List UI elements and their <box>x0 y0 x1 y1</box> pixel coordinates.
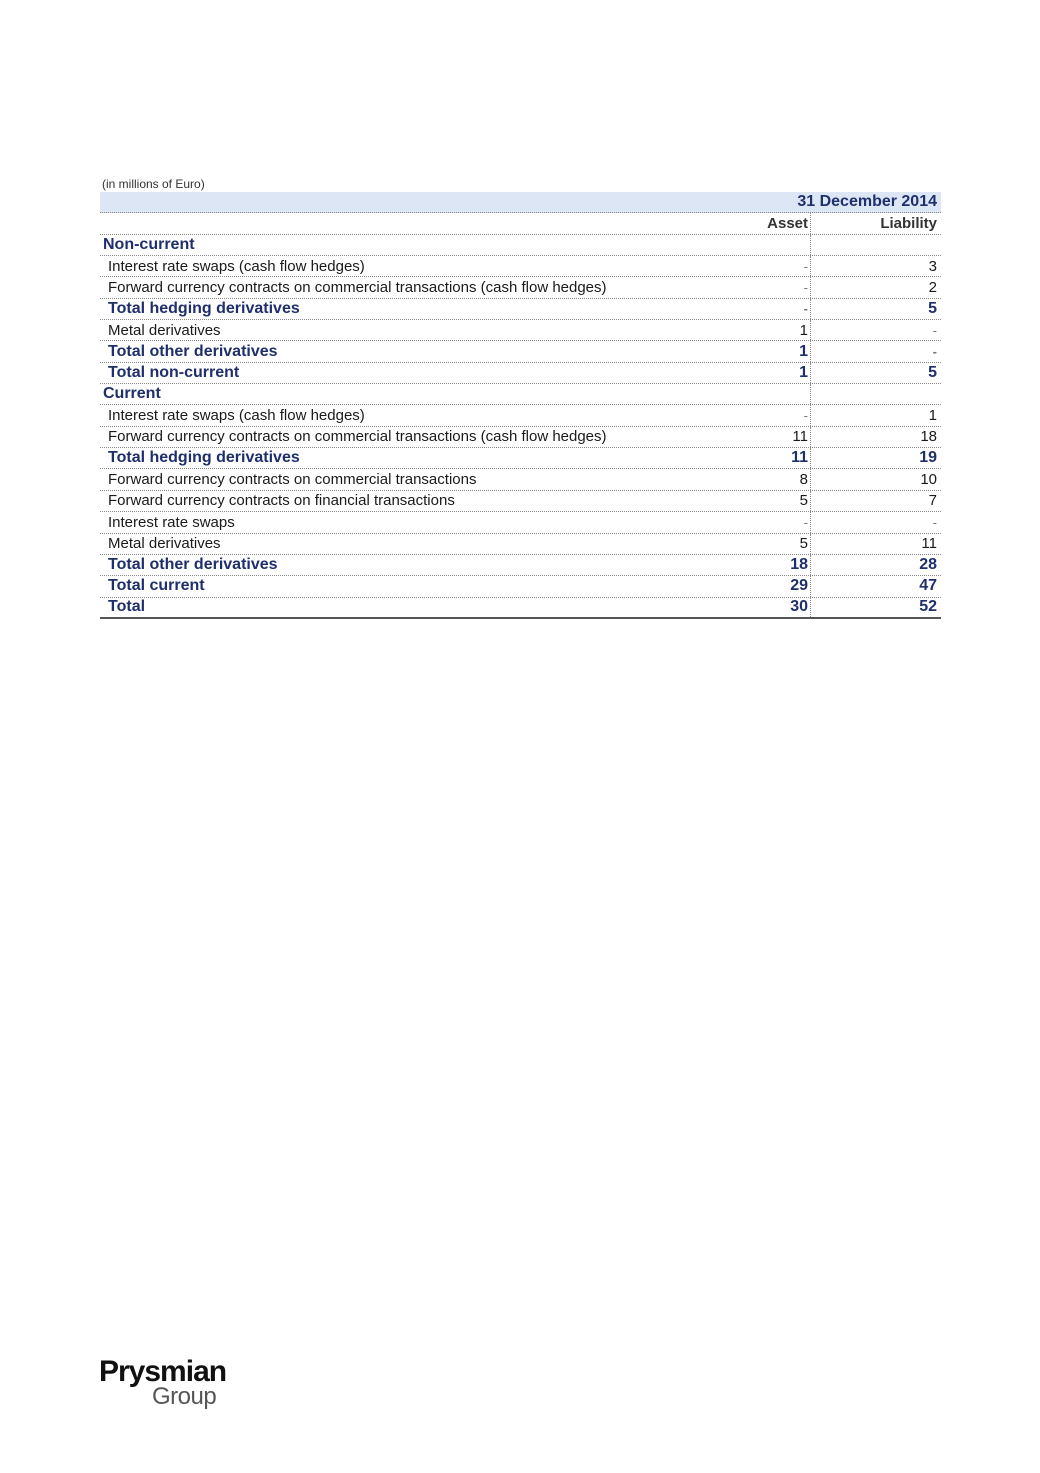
row-label: Current <box>103 385 161 403</box>
row-asset-value <box>706 235 810 255</box>
liability-value-text: - <box>932 344 937 360</box>
table-row <box>100 235 941 256</box>
asset-value-text: - <box>803 280 808 296</box>
row-asset-value <box>706 384 810 404</box>
row-asset-value <box>706 277 810 297</box>
table-row <box>100 534 941 555</box>
row-label: Interest rate swaps (cash flow hedges) <box>108 257 365 275</box>
table-row <box>100 363 941 384</box>
row-label: Interest rate swaps (cash flow hedges) <box>108 407 365 425</box>
asset-value-text: 18 <box>790 556 808 574</box>
table-row <box>100 277 941 298</box>
liability-value-text: - <box>932 322 937 338</box>
asset-value-text: 1 <box>799 363 808 381</box>
row-label: Total non-current <box>108 363 240 381</box>
liability-value-text: - <box>932 514 937 530</box>
liability-value-text: 5 <box>928 363 937 381</box>
row-asset-value <box>706 512 810 532</box>
liability-value-text: 7 <box>928 492 937 510</box>
table-row <box>100 384 941 405</box>
row-label: Forward currency contracts on commercial transactions (cash flow hedges) <box>108 279 607 297</box>
row-asset-value <box>706 427 810 447</box>
row-liability-value <box>810 299 941 319</box>
row-label: Total other derivatives <box>108 556 278 574</box>
asset-value-text: 30 <box>790 598 808 616</box>
liability-value-text: 47 <box>919 577 937 595</box>
row-liability-value <box>810 576 941 596</box>
asset-value-text: - <box>803 408 808 424</box>
asset-value-text: 5 <box>799 492 808 510</box>
liability-value-text: 28 <box>919 556 937 574</box>
row-label: Total hedging derivatives <box>108 449 300 467</box>
asset-value-text: 8 <box>799 471 808 489</box>
asset-value-text: 5 <box>799 535 808 553</box>
table-row <box>100 555 941 576</box>
logo-group: Group <box>152 1383 217 1410</box>
row-liability-value <box>810 405 941 425</box>
liability-value-text: 19 <box>919 449 937 467</box>
asset-value-text: 1 <box>799 321 808 339</box>
units-note: (in millions of Euro) <box>102 177 205 191</box>
liability-value-text: 5 <box>928 299 937 317</box>
liability-value-text: 52 <box>919 598 937 616</box>
column-header-asset: Asset <box>767 215 808 233</box>
derivatives-table <box>100 192 941 619</box>
row-label: Total hedging derivatives <box>108 299 300 317</box>
row-liability-value <box>810 363 941 383</box>
row-liability-value <box>810 448 941 468</box>
logo-brand: Prysmian <box>99 1355 227 1388</box>
row-label: Interest rate swaps <box>108 513 235 531</box>
table-body <box>100 235 941 619</box>
period-heading: 31 December 2014 <box>797 193 937 211</box>
row-asset-value <box>706 405 810 425</box>
row-label: Forward currency contracts on commercial transactions <box>108 471 477 489</box>
row-label: Forward currency contracts on financial transactions <box>108 492 455 510</box>
row-asset-value <box>706 363 810 383</box>
row-liability-value <box>810 277 941 297</box>
table-row <box>100 256 941 277</box>
table-row <box>100 427 941 448</box>
row-asset-value <box>706 299 810 319</box>
table-row <box>100 299 941 320</box>
row-liability-value <box>810 427 941 447</box>
row-liability-value <box>810 341 941 361</box>
table-row <box>100 598 941 619</box>
row-liability-value <box>810 555 941 575</box>
table-row <box>100 469 941 490</box>
row-asset-value <box>706 598 810 617</box>
row-asset-value <box>706 320 810 340</box>
table-row <box>100 341 941 362</box>
table-row <box>100 576 941 597</box>
table-row <box>100 491 941 512</box>
table-row <box>100 405 941 426</box>
row-asset-value <box>706 256 810 276</box>
row-liability-value <box>810 512 941 532</box>
asset-value-text: 1 <box>799 342 808 360</box>
row-label: Metal derivatives <box>108 321 221 339</box>
asset-value-text: 11 <box>791 449 808 467</box>
row-liability-value <box>810 491 941 511</box>
table-header-columns <box>100 213 941 234</box>
row-asset-value <box>706 341 810 361</box>
liability-value-text: 10 <box>920 471 937 489</box>
liability-value-text: 3 <box>928 257 937 275</box>
liability-value-text: 2 <box>928 279 937 297</box>
row-label: Non-current <box>103 235 195 253</box>
row-label: Total current <box>108 577 205 595</box>
table-header-period <box>100 192 941 213</box>
company-logo <box>99 1355 227 1410</box>
liability-value-text: 11 <box>921 535 937 553</box>
row-asset-value <box>706 576 810 596</box>
asset-value-text: 11 <box>792 428 808 446</box>
row-asset-value <box>706 534 810 554</box>
row-liability-value <box>810 469 941 489</box>
row-asset-value <box>706 448 810 468</box>
liability-value-text: 1 <box>928 407 937 425</box>
row-liability-value <box>810 598 941 617</box>
asset-value-text: 29 <box>790 577 808 595</box>
row-label: Metal derivatives <box>108 535 221 553</box>
row-liability-value <box>810 235 941 255</box>
row-asset-value <box>706 555 810 575</box>
table-row <box>100 448 941 469</box>
table-row <box>100 320 941 341</box>
column-header-liability: Liability <box>810 213 941 233</box>
row-liability-value <box>810 256 941 276</box>
row-asset-value <box>706 469 810 489</box>
asset-value-text: - <box>803 258 808 274</box>
row-label: Total <box>108 598 146 616</box>
table-row <box>100 512 941 533</box>
asset-value-text: - <box>803 301 808 317</box>
row-liability-value <box>810 384 941 404</box>
row-liability-value <box>810 534 941 554</box>
row-asset-value <box>706 491 810 511</box>
row-liability-value <box>810 320 941 340</box>
row-label: Total other derivatives <box>108 342 278 360</box>
liability-value-text: 18 <box>920 428 937 446</box>
row-label: Forward currency contracts on commercial transactions (cash flow hedges) <box>108 428 607 446</box>
asset-value-text: - <box>803 514 808 530</box>
